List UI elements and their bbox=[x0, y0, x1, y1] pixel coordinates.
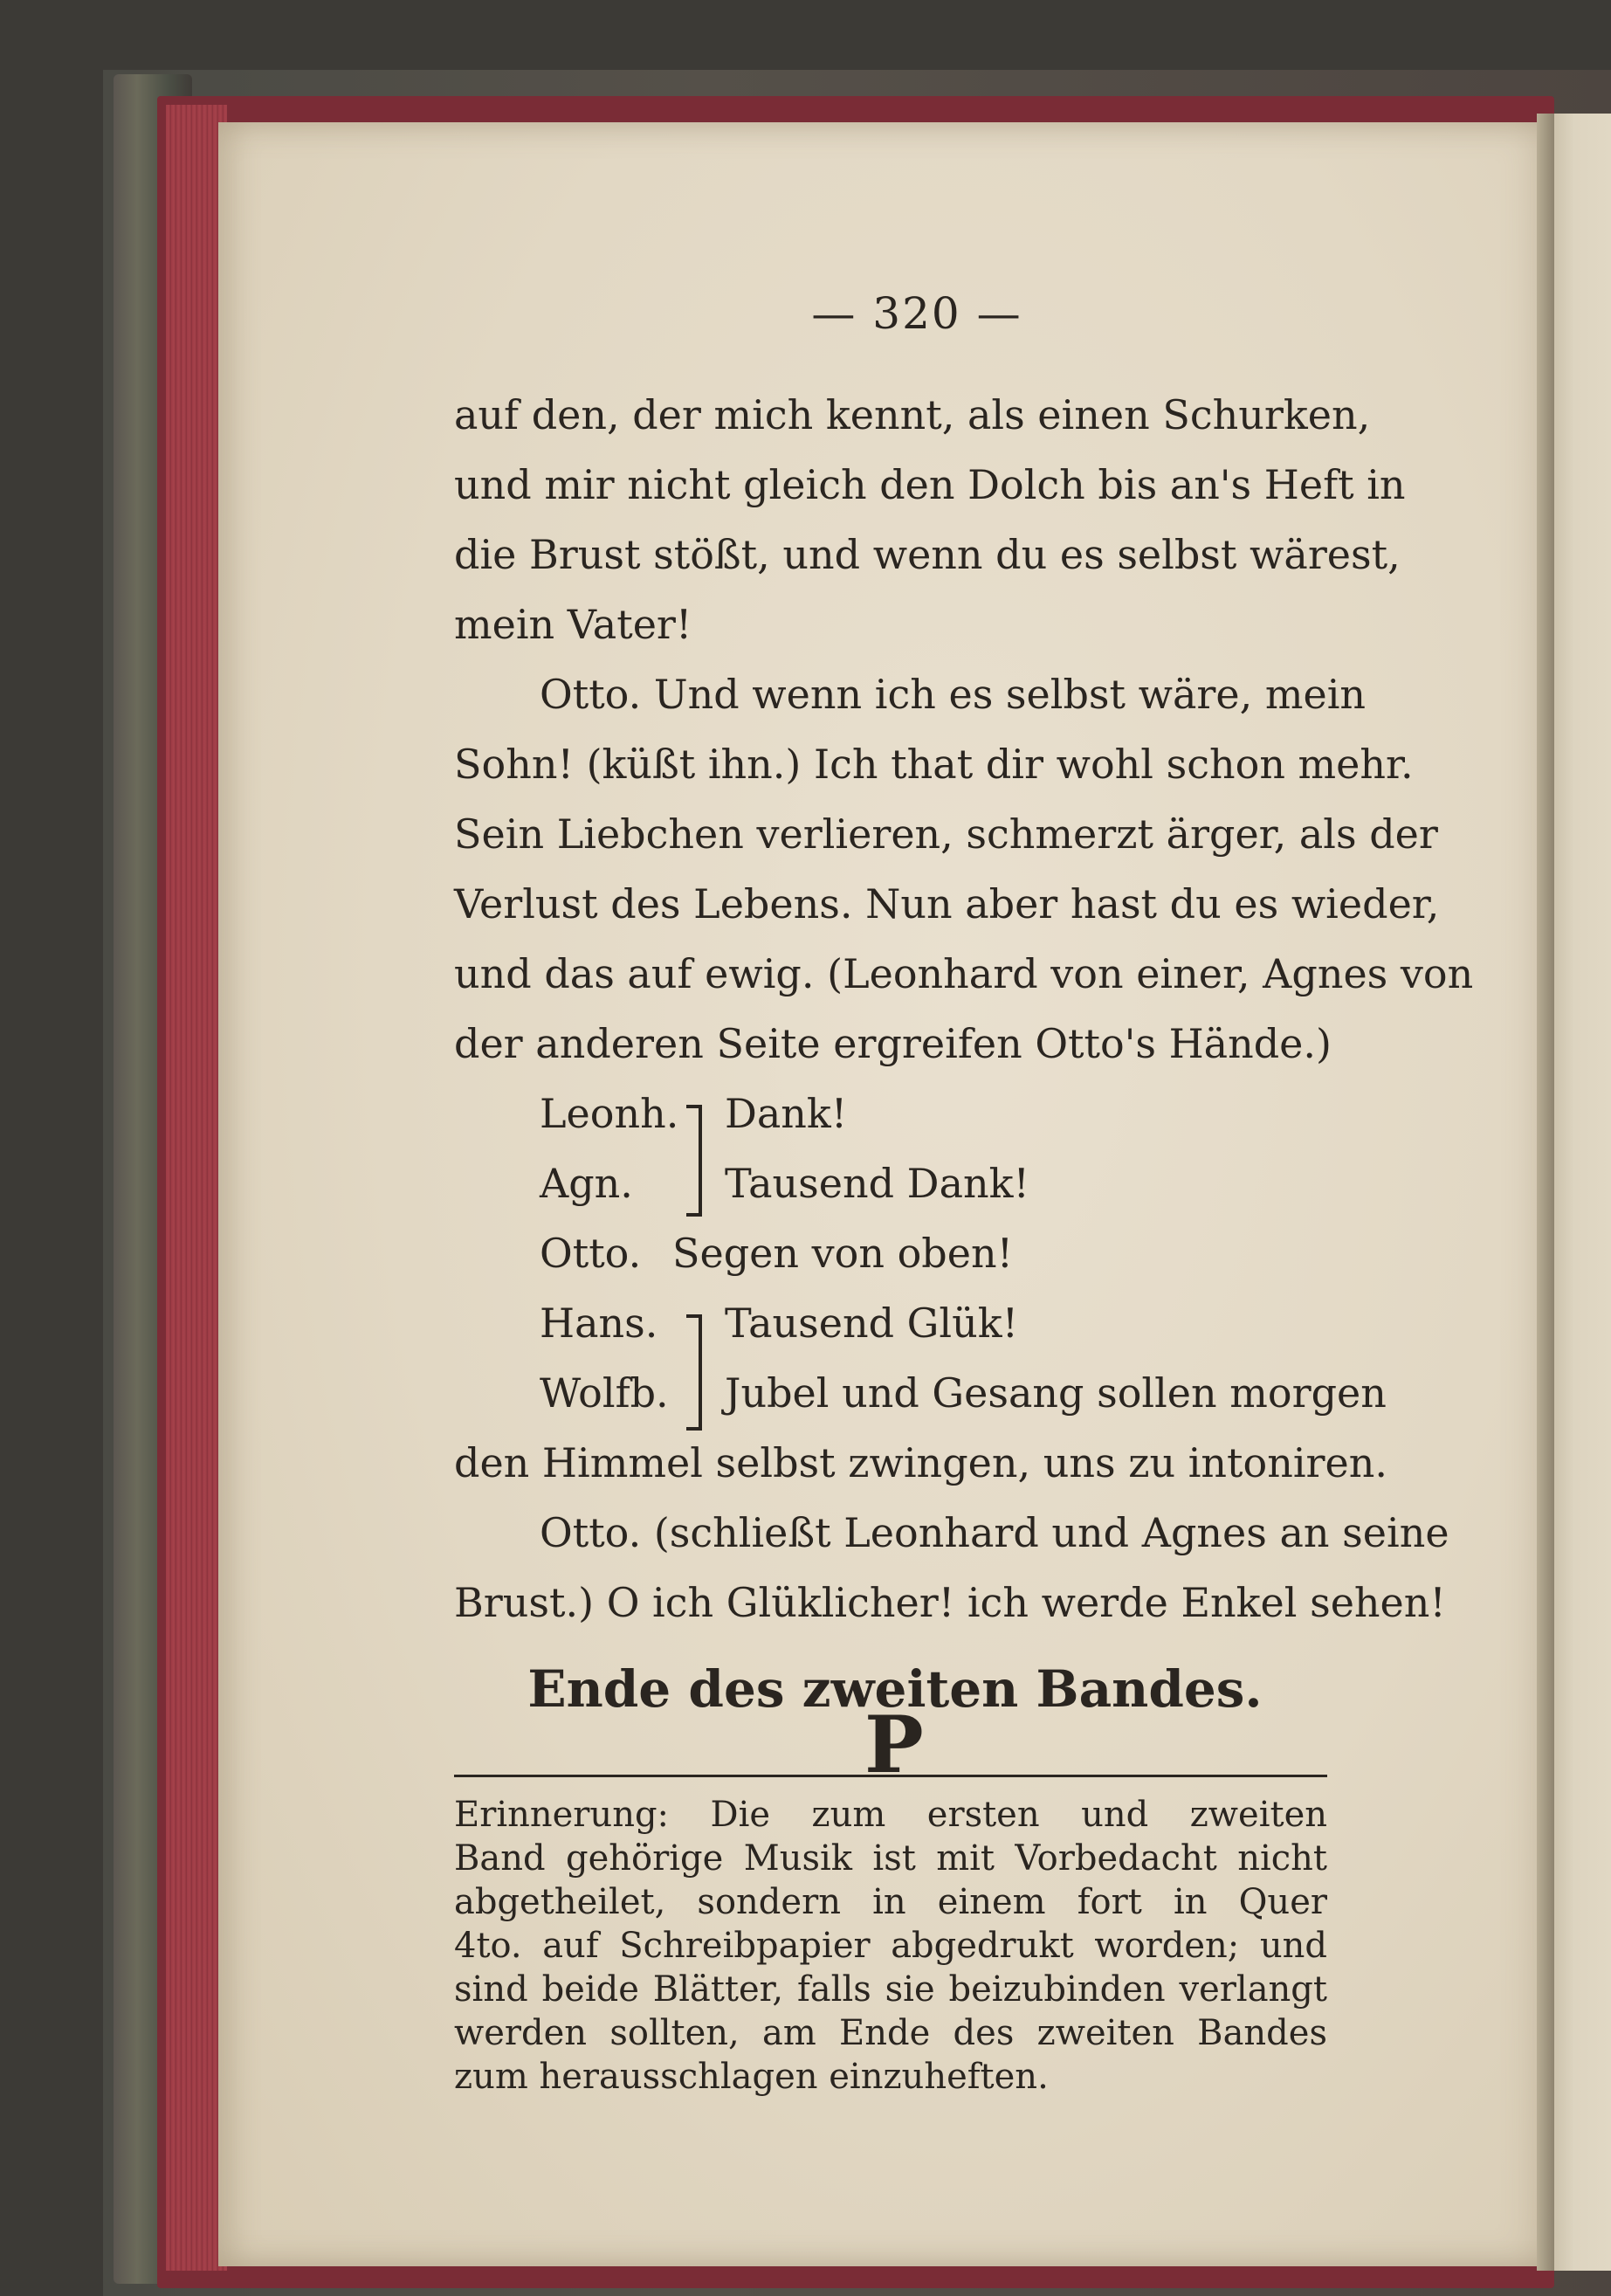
speaker-line: Tausend Glük! bbox=[725, 1300, 1019, 1347]
page-content bbox=[454, 288, 1474, 2122]
signature-mark: P bbox=[864, 1699, 924, 1791]
note-line: 4to. auf Schreibpapier abgedrukt worden; und bbox=[454, 1926, 1327, 1966]
text-line: Sein Liebchen verlieren, schmerzt ärger, als der bbox=[454, 810, 1438, 858]
divider-rule bbox=[454, 1775, 1327, 1777]
text-line: und das auf ewig. (Leonhard von einer, Agnes von bbox=[454, 950, 1474, 997]
text-line: Verlust des Lebens. Nun aber hast du es wieder, bbox=[454, 880, 1440, 927]
note-line: Erinnerung: Die zum ersten und zweiten bbox=[454, 1795, 1327, 1835]
note-line: Band gehörige Musik ist mit Vorbedacht nicht bbox=[454, 1838, 1327, 1879]
speaker-bracket bbox=[686, 1314, 702, 1431]
speaker-line: Jubel und Gesang sollen morgen bbox=[725, 1369, 1387, 1417]
speaker-bracket bbox=[686, 1105, 702, 1217]
speaker-name: Leonh. bbox=[540, 1090, 679, 1137]
text-line: Otto. Und wenn ich es selbst wäre, mein bbox=[540, 671, 1367, 718]
speaker-name: Agn. bbox=[540, 1160, 633, 1207]
text-line: die Brust stößt, und wenn du es selbst wärest, bbox=[454, 531, 1401, 578]
speaker-name: Wolfb. bbox=[540, 1369, 669, 1417]
page-gutter bbox=[1537, 114, 1554, 2271]
text-line: den Himmel selbst zwingen, uns zu intoniren. bbox=[454, 1439, 1388, 1486]
note-line: sind beide Blätter, falls sie beizubinden verlangt bbox=[454, 1969, 1327, 2010]
text-line: Otto. (schließt Leonhard und Agnes an seine bbox=[540, 1509, 1449, 1556]
text-line: auf den, der mich kennt, als einen Schurken, bbox=[454, 391, 1371, 438]
text-line: und mir nicht gleich den Dolch bis an's Heft in bbox=[454, 461, 1406, 508]
facing-page-edge bbox=[1550, 114, 1611, 2271]
page-number: — 320 — bbox=[811, 288, 1022, 339]
speaker-line: Dank! bbox=[725, 1090, 848, 1137]
speaker-name: Otto. bbox=[540, 1230, 642, 1277]
note-line: zum herausschlagen einzuheften. bbox=[454, 2057, 1049, 2097]
end-title: Ende des zweiten Bandes. bbox=[527, 1659, 1263, 1719]
text-line: mein Vater! bbox=[454, 601, 692, 648]
note-line: werden sollten, am Ende des zweiten Bandes bbox=[454, 2013, 1327, 2053]
text-line: der anderen Seite ergreifen Otto's Hände.) bbox=[454, 1020, 1332, 1067]
text-line: Sohn! (küßt ihn.) Ich that dir wohl schon mehr. bbox=[454, 741, 1414, 788]
note-line: abgetheilet, sondern in einem fort in Quer bbox=[454, 1882, 1327, 1922]
text-line: Brust.) O ich Glüklicher! ich werde Enkel sehen! bbox=[454, 1579, 1446, 1626]
speaker-name: Hans. bbox=[540, 1300, 658, 1347]
speaker-line: Tausend Dank! bbox=[725, 1160, 1029, 1207]
speaker-line: Segen von oben! bbox=[672, 1230, 1014, 1277]
